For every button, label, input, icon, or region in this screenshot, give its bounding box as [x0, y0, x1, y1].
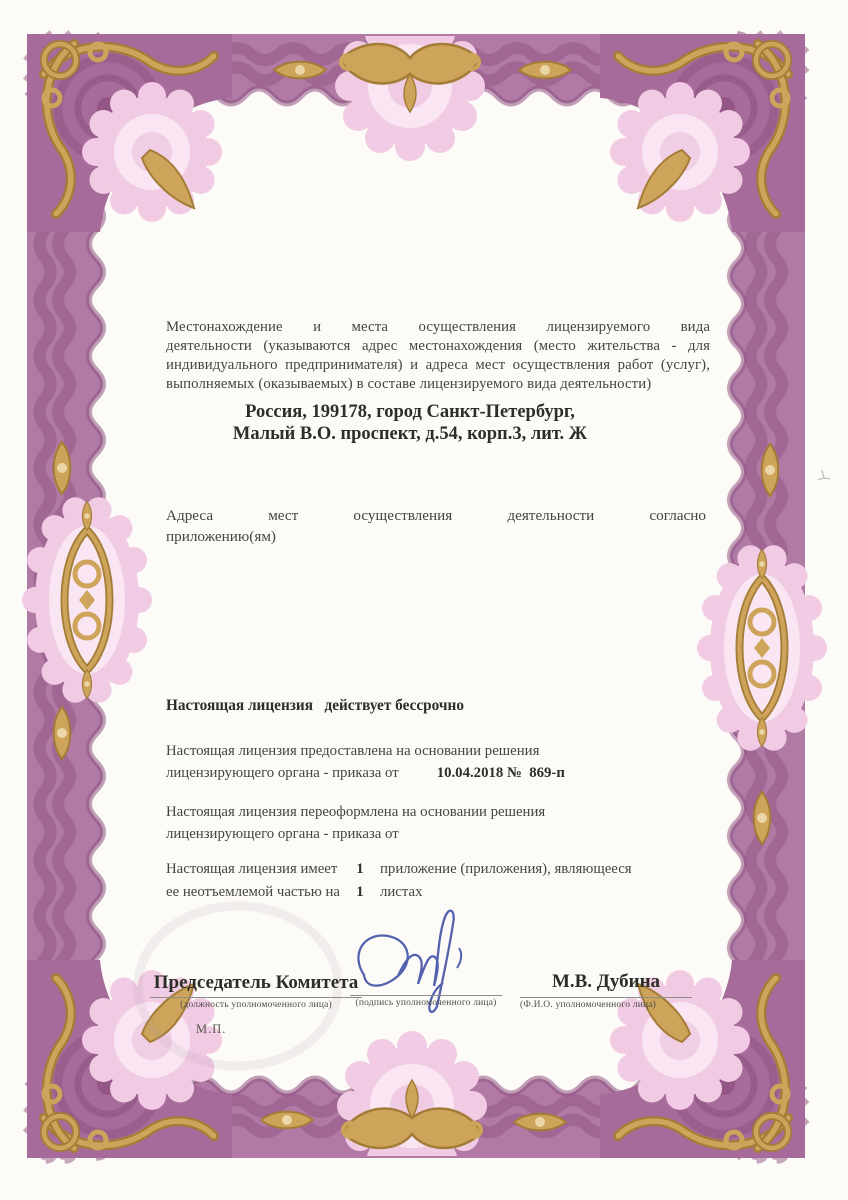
- signer-name: М.В. Дубина: [551, 971, 661, 992]
- granted-block: [166, 741, 565, 784]
- position-title: Председатель Комитета: [153, 972, 359, 993]
- location-label-line: выполняемых (оказываемых) в составе лицензируемого вида деятельности): [166, 376, 652, 392]
- location-label-line: Местонахождение и места осуществления лицензируемого вида: [166, 319, 710, 335]
- name-block: [520, 971, 692, 1010]
- attachments-line1-prefix: Настоящая лицензия имеет: [166, 861, 338, 877]
- addresses-note: [166, 506, 706, 547]
- location-label-line: индивидуального предпринимателя) и адреса мест осуществления работ (услуг),: [166, 357, 710, 373]
- name-underline: [520, 997, 692, 998]
- granted-line2-prefix: лицензирующего органа - приказа от: [166, 764, 399, 781]
- location-label-line: деятельности (указываются адрес местонахождения (место жительства - для: [166, 338, 710, 354]
- reissued-line2: лицензирующего органа - приказа от: [166, 825, 399, 842]
- attachments-count: 1: [356, 861, 364, 877]
- name-caption: (Ф.И.О. уполномоченного лица): [520, 1000, 657, 1010]
- signature-underline: [350, 995, 502, 996]
- attachments-line2-suffix: листах: [380, 884, 423, 900]
- attachments-line1-suffix: приложение (приложения), являющееся: [380, 861, 632, 877]
- location-label: [166, 318, 710, 394]
- license-address-line1: Россия, 199178, город Санкт-Петербург,: [245, 402, 575, 422]
- license-address-line2: Малый В.О. проспект, д.54, корп.3, лит. Ж: [232, 424, 588, 444]
- signature-caption: (подпись уполномоченного лица): [355, 998, 497, 1008]
- granted-order-date: 10.04.2018 № 869-п: [436, 764, 565, 781]
- attachments-block: [166, 858, 632, 904]
- attachments-sheets-count: 1: [356, 884, 364, 900]
- position-caption: (должность уполномоченного лица): [180, 1000, 332, 1010]
- addresses-note-line2: приложению(ям): [166, 527, 276, 545]
- seal-mark: М.П.: [196, 1022, 227, 1036]
- reissued-line1: Настоящая лицензия переоформлена на основании решения: [166, 804, 546, 820]
- attachments-line2-prefix: ее неотъемлемой частью на: [166, 884, 340, 900]
- granted-line1: Настоящая лицензия предоставлена на основании решения: [166, 743, 540, 759]
- validity-line: Настоящая лицензия действует бессрочно: [166, 697, 465, 714]
- signature-block: [350, 995, 502, 1008]
- addresses-note-line1: Адреса мест осуществления деятельности согласно: [166, 507, 706, 524]
- reissued-block: [166, 802, 545, 845]
- position-underline: [150, 997, 362, 998]
- position-block: [150, 972, 362, 1010]
- license-address: [140, 401, 680, 445]
